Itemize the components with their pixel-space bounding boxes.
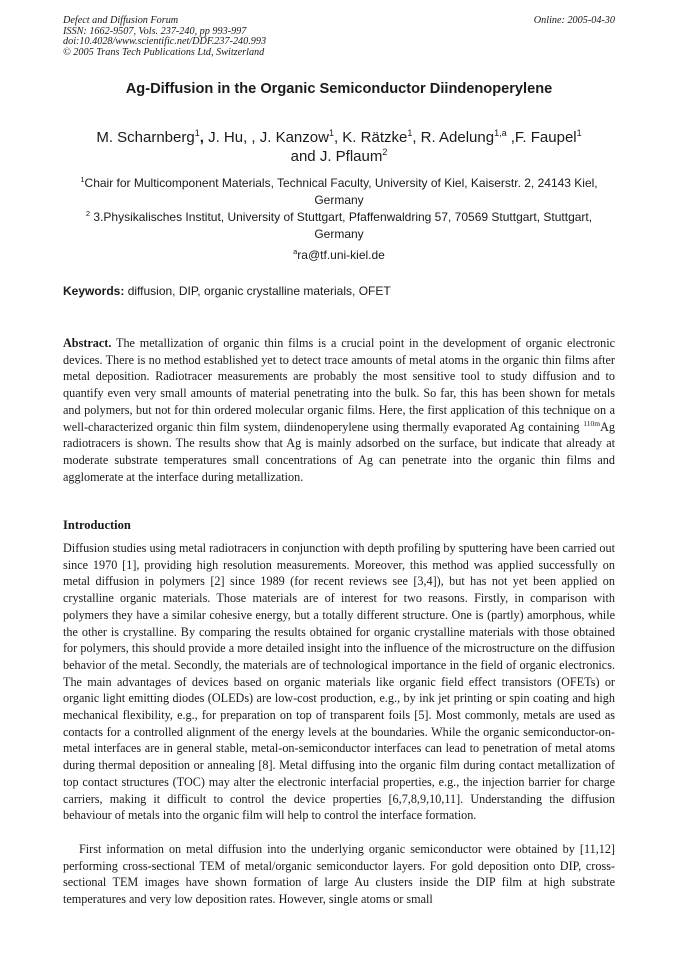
author-name: ,F. Faupel: [506, 129, 577, 146]
author-name: J. Hu, , J. Kanzow: [203, 129, 329, 146]
affiliation-2: [63, 209, 615, 243]
author-affil-mark: 2: [382, 147, 388, 157]
author-name: and J. Pflaum: [290, 148, 383, 165]
author-list: [63, 128, 615, 166]
doi-line: doi:10.4028/www.scientific.net/DDF.237-240.993: [63, 36, 267, 48]
email-mark: a: [293, 247, 298, 256]
online-date: Online: 2005-04-30: [533, 15, 615, 26]
email-address: ra@tf.uni-kiel.de: [297, 248, 385, 262]
affiliation-text: 3.Physikalisches Institut, University of Stuttgart, Pfaffenwaldring 57, 70569 Stuttgart, Stuttgart, Germany: [90, 210, 593, 241]
abstract-text: The metallization of organic thin films is a crucial point in the development of organic electronic devices. There is no method established yet to detect trace amounts of metal atoms in the organic thin films after metal deposition. Radiotracer measurements are probably the most sensitive tool to study diffusion and to quantify even very small amounts of material penetrating into the bulk. So far, this has been shown for metals and polymers, but not for thin ordered molecular organic films. Here, the first application of this technique on a well-characterized organic thin film system, diindenoperylene using thermally evaporated Ag containing: [63, 336, 615, 434]
intro-paragraph-1: Diffusion studies using metal radiotracers in conjunction with depth profiling by sputtering have been carried out since 1970 [1], providing high resolution measurements. Moreover, this method was applied successfully on metal diffusion in polymers [2] since 1989 (for recent reviews see [3,4]), but has not yet been applied on crystalline organic materials. Those materials are of interest for two reasons. Firstly, in comparison with polymers they have a similar cohesive energy, but a totally different structure. One is (partly) amorphous, while the other is crystalline. By comparing the results obtained for organic crystalline materials with those obtained for polymers, this should provide a more detailed insight into the influence of the microstructure on the diffusion behavior of the metal. Secondly, the materials are of technological importance in the field of organic electronics. The main advantages of devices based on organic materials like organic field effect transistors (OFETs) or organic light emitting diodes (OLEDs) are low-cost production, e.g., by ink jet printing or spin coating and high mechanical flexibility, e.g., for preparation on top of transparent foils [5]. Most commonly, metals are used as contacts for a controlled alignment of the energy levels at the boundaries. While the organic semiconductor-on-metal interfaces are in general stable, metal-on-semiconductor interfaces can lead to penetration of metal atoms during thermal deposition or annealing [8]. Metal diffusing into the organic film during contact metallization of top contact structures (TOC) may alter the electronic interfacial properties, e.g., the injection barrier for charge carriers, making it difficult to control the device properties [6,7,8,9,10,11]. Understanding the diffusion behaviour of metals into the organic film will help to control the interface formation.: [63, 541, 615, 823]
keywords-label: Keywords:: [63, 284, 125, 298]
author-separator: ,: [199, 129, 204, 146]
abstract-text-cont: Ag radiotracers is shown. The results show that Ag is mainly adsorbed on the surface, but indicate that already at moderate substrate temperatures small concentrations of Ag can penetrate into the organic thin films and agglomerate at the interface during metallization.: [63, 419, 615, 484]
author-name: , K. Rätzke: [333, 129, 408, 146]
copyright-line: © 2005 Trans Tech Publications Ltd, Switzerland: [63, 46, 265, 58]
keywords-text: diffusion, DIP, organic crystalline materials, OFET: [124, 284, 391, 298]
journal-header: [63, 16, 615, 58]
affiliation-mark: 1: [80, 175, 85, 184]
paper-title: Ag-Diffusion in the Organic Semiconductor Diindenoperylene: [125, 81, 553, 97]
isotope-superscript: 110m: [583, 418, 601, 428]
journal-name: Defect and Diffusion Forum: [63, 15, 179, 26]
section-heading-introduction: Introduction: [63, 518, 131, 532]
intro-paragraph-2: First information on metal diffusion into the underlying organic semiconductor were obtained by [11,12] performing cross-sectional TEM of metal/organic semiconductor layers. For gold deposition onto DIP, cross-sectional TEM images have shown formation of large Au clusters inside the DIP film at high substrate temperatures and very low deposition rates. However, single atoms or small: [63, 842, 615, 907]
author-affil-mark: 1: [194, 128, 200, 138]
author-name: M. Scharnberg: [96, 129, 195, 146]
affiliation-text: Chair for Multicomponent Materials, Technical Faculty, University of Kiel, Kaiserstr. 2, 24143 Kiel, Germany: [84, 176, 598, 207]
abstract: [63, 335, 615, 485]
author-affil-mark: 1: [328, 128, 334, 138]
keywords: [63, 283, 615, 300]
contact-email: [63, 247, 615, 264]
issn-line: ISSN: 1662-9507, Vols. 237-240, pp 993-997: [63, 25, 247, 37]
abstract-label: Abstract.: [63, 336, 112, 350]
author-affil-mark: 1,a: [494, 128, 507, 138]
author-name: , R. Adelung: [412, 129, 495, 146]
author-affil-mark: 1: [576, 128, 582, 138]
affiliation-mark: 2: [85, 209, 91, 218]
affiliation-1: [63, 175, 615, 209]
author-affil-mark: 1: [407, 128, 413, 138]
